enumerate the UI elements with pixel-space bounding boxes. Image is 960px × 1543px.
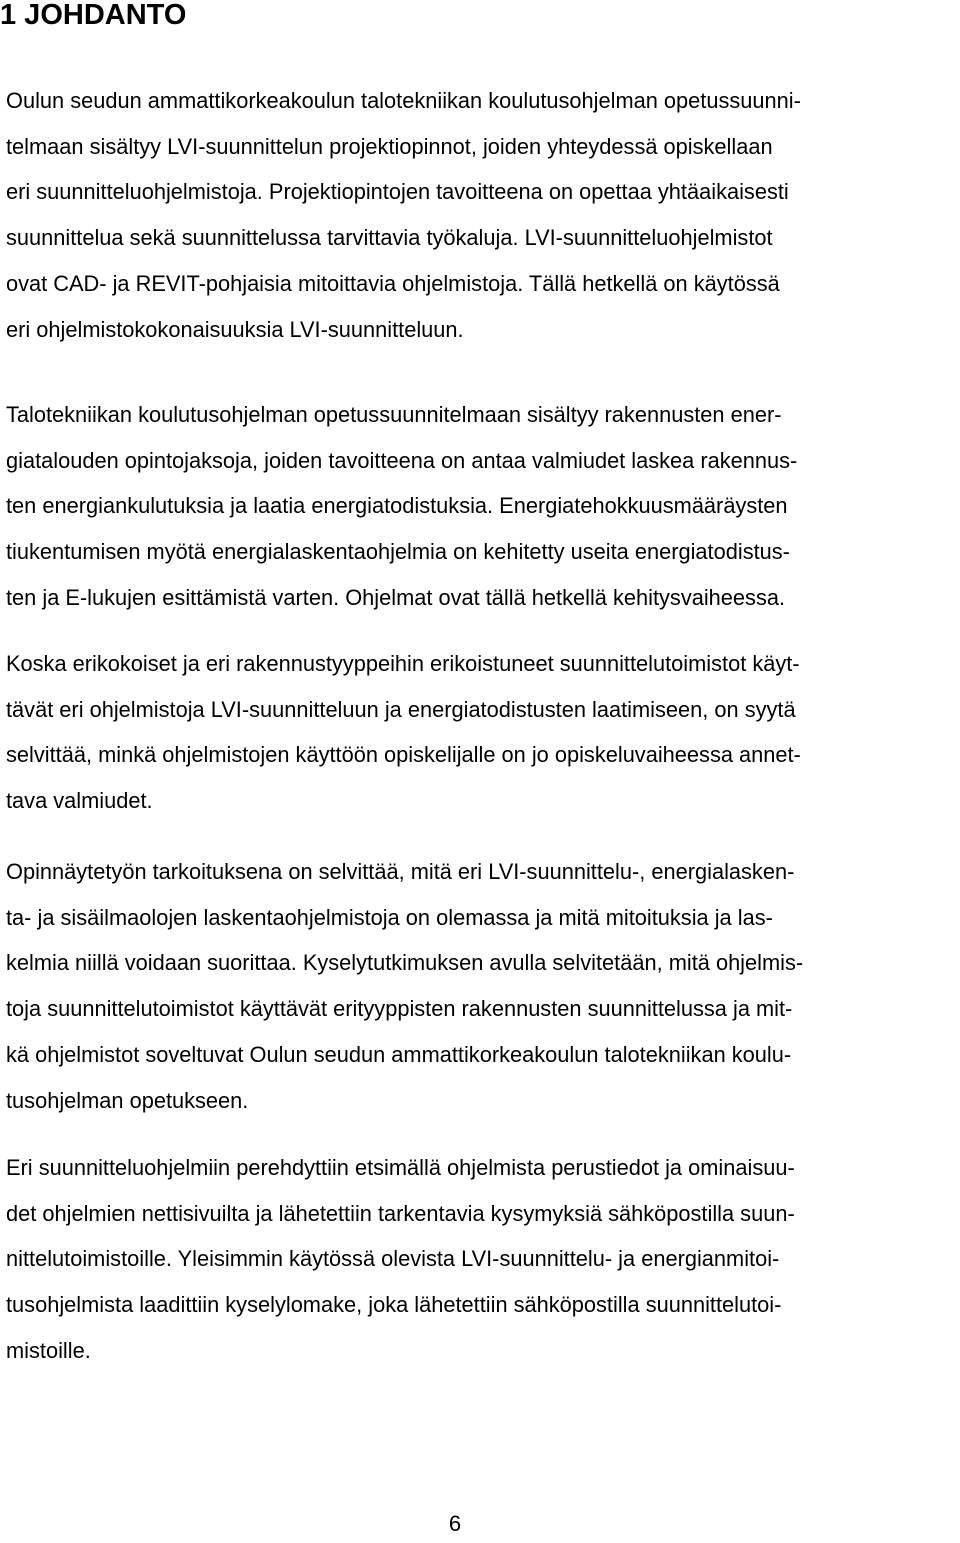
- text-line: selvittää, minkä ohjelmistojen käyttöön opiskelijalle on jo opiskeluvaiheessa annet-: [6, 742, 801, 768]
- paragraph-5: [6, 1145, 795, 1374]
- text-line: Talotekniikan koulutusohjelman opetussuunnitelmaan sisältyy rakennusten ener-: [6, 402, 782, 427]
- paragraph-4: [6, 849, 803, 1123]
- text-line: telmaan sisältyy LVI-suunnittelun projektiopinnot, joiden yhteydessä opiskellaan: [6, 133, 773, 159]
- text-line: ten ja E-lukujen esittämistä varten. Ohjelmat ovat tällä hetkellä kehitysvaiheessa.: [6, 584, 786, 610]
- text-line: ta- ja sisäilmaolojen laskentaohjelmistoja on olemassa ja mitä mitoituksia ja las-: [6, 904, 773, 930]
- text-line: Koska erikokoiset ja eri rakennustyyppeihin erikoistuneet suunnittelutoimistot käyt-: [6, 651, 800, 676]
- text-line: nittelutoimistoille. Yleisimmin käytössä olevista LVI-suunnittelu- ja energianmitoi-: [6, 1246, 780, 1272]
- text-line: giatalouden opintojaksoja, joiden tavoitteena on antaa valmiudet laskea rakennus-: [6, 447, 798, 473]
- text-line: ten energiankulutuksia ja laatia energiatodistuksia. Energiatehokkuusmääräysten: [6, 493, 788, 519]
- text-line: suunnittelua sekä suunnittelussa tarvittavia työkaluja. LVI-suunnitteluohjelmistot: [6, 225, 773, 251]
- text-line: det ohjelmien nettisivuilta ja lähetettiin tarkentavia kysymyksiä sähköpostilla suun-: [6, 1200, 795, 1226]
- text-line: Eri suunnitteluohjelmiin perehdyttiin etsimällä ohjelmista perustiedot ja ominaisuu-: [6, 1155, 795, 1180]
- paragraph-1: [6, 78, 801, 352]
- text-line: tusohjelmista laadittiin kyselylomake, joka lähetettiin sähköpostilla suunnittelutoi-: [6, 1292, 782, 1318]
- paragraph-3: [6, 641, 801, 824]
- text-line: ovat CAD- ja REVIT-pohjaisia mitoittavia ohjelmistoja. Tällä hetkellä on käytössä: [6, 270, 780, 296]
- text-line: eri suunnitteluohjelmistoja. Projektiopintojen tavoitteena on opettaa yhtäaikaisesti: [6, 179, 789, 205]
- text-line: Oulun seudun ammattikorkeakoulun talotekniikan koulutusohjelman opetussuunni-: [6, 88, 801, 113]
- text-line: kä ohjelmistot soveltuvat Oulun seudun ammattikorkeakoulun talotekniikan koulu-: [6, 1041, 792, 1067]
- text-line: tava valmiudet.: [6, 788, 153, 814]
- text-line: tusohjelman opetukseen.: [6, 1087, 249, 1113]
- chapter-heading: 1 JOHDANTO: [0, 0, 187, 31]
- paragraph-2: [6, 392, 797, 621]
- text-line: toja suunnittelutoimistot käyttävät erityyppisten rakennusten suunnittelussa ja mit-: [6, 996, 793, 1022]
- text-line: mistoille.: [6, 1337, 91, 1363]
- text-line: tiukentumisen myötä energialaskentaohjelmia on kehitetty useita energiatodistus-: [6, 539, 790, 565]
- text-line: kelmia niillä voidaan suorittaa. Kyselytutkimuksen avulla selvitetään, mitä ohjelmis-: [6, 950, 804, 976]
- text-line: Opinnäytetyön tarkoituksena on selvittää, mitä eri LVI-suunnittelu-, energialasken-: [6, 859, 795, 884]
- page-number: 6: [448, 1511, 462, 1536]
- text-line: tävät eri ohjelmistoja LVI-suunnitteluun ja energiatodistusten laatimiseen, on syytä: [6, 696, 796, 722]
- text-line: eri ohjelmistokokonaisuuksia LVI-suunnitteluun.: [6, 316, 464, 342]
